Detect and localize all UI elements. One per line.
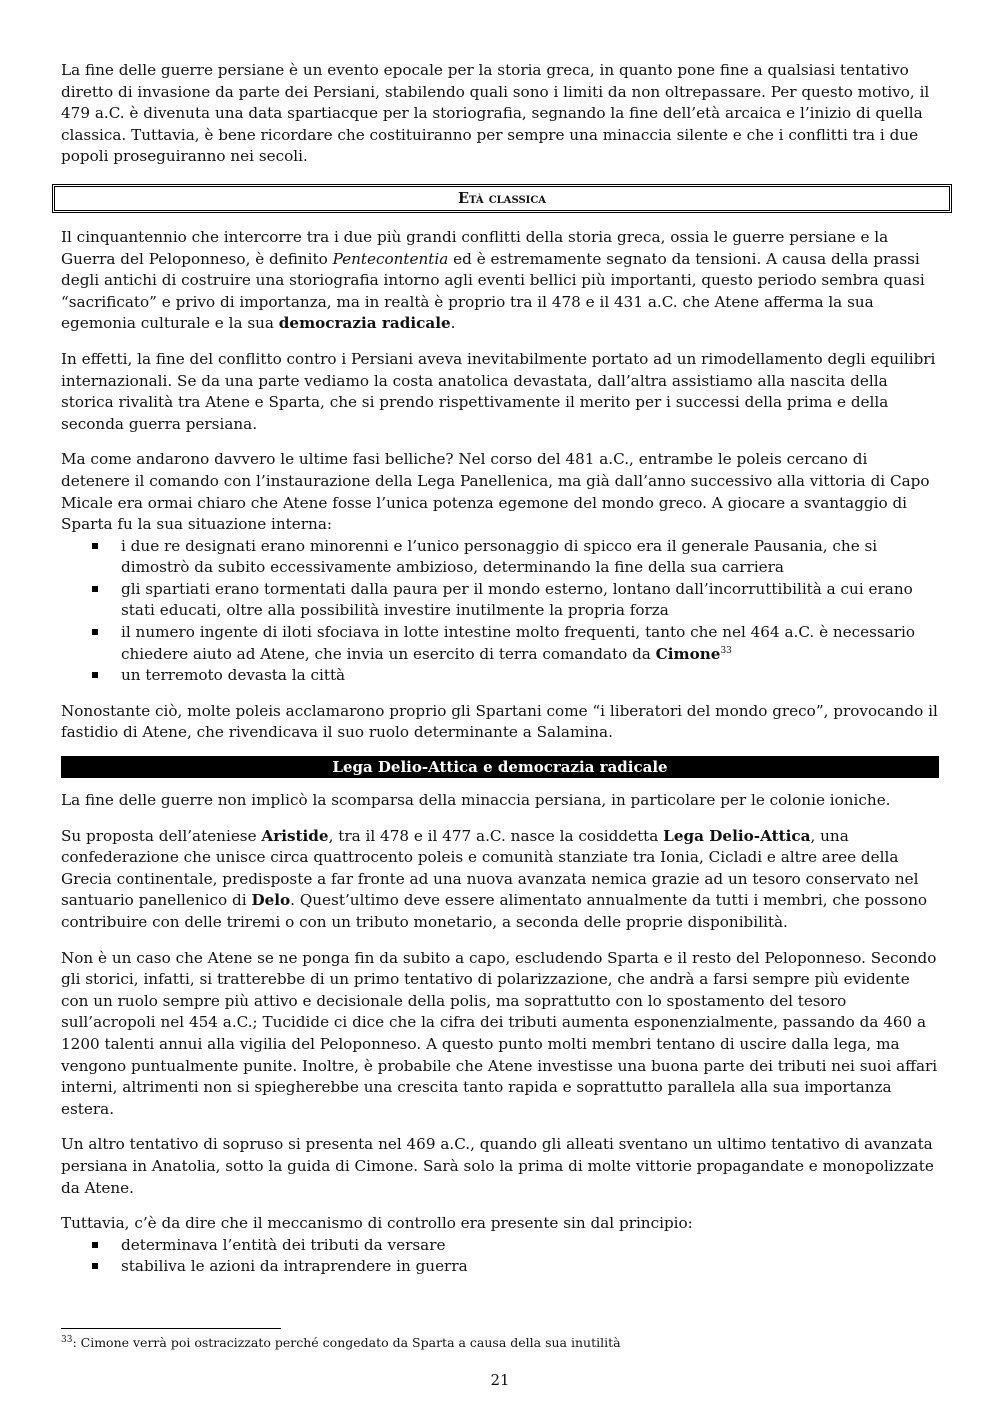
bold-term: Aristide bbox=[261, 826, 329, 845]
paragraph-polarizzazione: Non è un caso che Atene se ne ponga fin da subito a capo, escludendo Sparta e il resto del Peloponneso. Secondo gli storici, infatti, si tratterebbe di un primo tentativo di polarizzazione, che andrà a farsi sempre più evidente con un ruolo sempre più attivo e decisionale della polis, ma soprattutto con lo spostamento del tesoro sull’acropoli nel 454 a.C.; Tucidide ci dice che la cifra dei tributi aumenta esponenzialmente, passando da 460 a 1200 talenti annui alla vigilia del Peloponneso. A questo punto molti membri tentano di uscire dalla lega, ma vengono puntualmente punite. Inoltre, è probabile che Atene investisse una buona parte dei tributi nei suoi affari interni, altrimenti non si spiegherebbe una crescita tanto rapida e soprattutto parallela alla sua importanza estera. bbox=[61, 948, 938, 1118]
list-item bbox=[61, 536, 939, 579]
square-bullet-icon bbox=[92, 1263, 98, 1269]
paragraph-pentecontentia bbox=[61, 227, 939, 335]
square-bullet-icon bbox=[92, 672, 98, 678]
bold-term: Lega Delio-Attica bbox=[663, 826, 811, 845]
page-body bbox=[61, 60, 939, 1278]
square-bullet-icon bbox=[92, 543, 98, 549]
footnote-text: : Cimone verrà poi ostracizzato perché congedato da Sparta a causa della sua inutilità bbox=[72, 1335, 621, 1350]
square-bullet-icon bbox=[92, 1242, 98, 1248]
text-run: ed è estremamente segnato da tensioni. A causa della prassi degli antichi di costruire una storiografia intorno agli eventi bellici più importanti, questo periodo sembra quasi “sacrificato” e privo di importanza, ma in realtà è proprio tra il 478 e il 431 a.C. che Atene afferma la sua egemonia culturale e la sua bbox=[61, 249, 925, 333]
footnote-ref: 33 bbox=[720, 645, 732, 656]
bold-term: Cimone bbox=[655, 644, 721, 663]
paragraph-aristide bbox=[61, 826, 939, 934]
list-item-text: determinava l’entità dei tributi da versare bbox=[121, 1235, 446, 1254]
list-item bbox=[61, 579, 939, 622]
footnote-number: 33 bbox=[61, 1334, 73, 1345]
text-run: Il cinquantennio che intercorre tra i due più grandi conflitti della storia greca, ossia le guerre persiane e la Guerra del Peloponneso, è definito bbox=[61, 227, 889, 268]
text-run: . Quest’ultimo deve essere alimentato annualmente da tutti i membri, che possono contribuire con delle triremi o con un tributo monetario, a seconda delle proprie disponibilità. bbox=[61, 891, 928, 931]
paragraph-equilibri: In effetti, la fine del conflitto contro i Persiani aveva inevitabilmente portato ad un rimodellamento degli equilibri internazionali. Se da una parte vediamo la costa anatolica devastata, dall’altra assistiamo alla nascita della storica rivalità tra Atene e Sparta, che si prendo rispettivamente il merito per i successi della prima e della seconda guerra persiana. bbox=[61, 349, 936, 433]
text-run: , una confederazione che unisce circa quattrocento poleis e comunità stanziate tra Ionia, Cicladi e altre aree della Grecia continentale, predisposte a far fronte ad una nuova avanzata nemica grazie ad un tesoro conservato nel santuario panellenico di bbox=[61, 826, 919, 910]
bold-term: Delo bbox=[251, 891, 291, 910]
section-heading-lega: Lega Delio-Attica e democrazia radicale bbox=[61, 756, 939, 778]
list-item bbox=[61, 1235, 939, 1257]
footnote-divider bbox=[61, 1328, 281, 1329]
list-item bbox=[61, 622, 939, 665]
list-item-text: i due re designati erano minorenni e l’unico personaggio di spicco era il generale Pausania, che si dimostrò da subito eccessivamente ambizioso, determinando la fine della sua carriera bbox=[121, 536, 878, 577]
list-item-text: gli spartiati erano tormentati dalla paura per il mondo esterno, lontano dall’incorruttibilità a cui erano stati educati, oltre alla possibilità investire inutilmente la propria forza bbox=[121, 579, 913, 620]
text-run: , tra il 478 e il 477 a.C. nasce la cosiddetta bbox=[328, 826, 664, 845]
list-item bbox=[61, 665, 939, 687]
list-item-text: un terremoto devasta la città bbox=[121, 666, 346, 685]
intro-paragraph: La fine delle guerre persiane è un evento epocale per la storia greca, in quanto pone fine a qualsiasi tentativo diretto di invasione da parte dei Persiani, stabilendo quali sono i limiti da non oltrepassare. Per questo motivo, il 479 a.C. è divenuta una data spartiacque per la storiografia, segnando la fine dell’età arcaica e l’inizio di quella classica. Tuttavia, è bene ricordare che costituiranno per sempre una minaccia silente e che i conflitti tra i due popoli proseguiranno nei secoli. bbox=[61, 61, 930, 166]
footnote bbox=[61, 1335, 621, 1351]
section-heading-text: Età classica bbox=[457, 189, 547, 207]
control-list bbox=[61, 1235, 939, 1278]
section-heading-eta-classica bbox=[52, 184, 952, 213]
sparta-situation-list bbox=[61, 536, 939, 687]
square-bullet-icon bbox=[92, 629, 98, 635]
list-item bbox=[61, 1256, 939, 1278]
text-run: . bbox=[450, 314, 456, 333]
bold-term: democrazia radicale bbox=[278, 314, 451, 333]
paragraph-liberatori: Nonostante ciò, molte poleis acclamarono proprio gli Spartani come “i liberatori del mondo greco”, provocando il fastidio di Atene, che rivendicava il suo ruolo determinante a Salamina. bbox=[61, 701, 938, 742]
square-bullet-icon bbox=[92, 586, 98, 592]
list-item-text: stabiliva le azioni da intraprendere in guerra bbox=[121, 1257, 468, 1276]
italic-term: Pentecontentia bbox=[332, 249, 449, 268]
text-run: Su proposta dell’ateniese bbox=[61, 826, 262, 845]
paragraph-controllo: Tuttavia, c’è da dire che il meccanismo di controllo era presente sin dal principio: bbox=[61, 1214, 693, 1233]
paragraph-sopruso: Un altro tentativo di sopruso si presenta nel 469 a.C., quando gli alleati sventano un ultimo tentativo di avanzata persiana in Anatolia, sotto la guida di Cimone. Sarà solo la prima di molte vittorie propagandate e monopolizzate da Atene. bbox=[61, 1135, 934, 1197]
paragraph-fasi-belliche: Ma come andarono davvero le ultime fasi belliche? Nel corso del 481 a.C., entrambe le poleis cercano di detenere il comando con l’instaurazione della Lega Panellenica, ma già dall’anno successivo alla vittoria di Capo Micale era ormai chiaro che Atene fosse l’unica potenza egemone del mondo greco. A giocare a svantaggio di Sparta fu la sua situazione interna: bbox=[61, 450, 930, 534]
page-number: 21 bbox=[490, 1371, 510, 1389]
list-item-text: il numero ingente di iloti sfociava in lotte intestine molto frequenti, tanto che nel 464 a.C. è necessario chiedere aiuto ad Atene, che invia un esercito di terra comandato da bbox=[121, 623, 916, 663]
paragraph-minaccia: La fine delle guerre non implicò la scomparsa della minaccia persiana, in particolare per le colonie ioniche. bbox=[61, 791, 891, 810]
